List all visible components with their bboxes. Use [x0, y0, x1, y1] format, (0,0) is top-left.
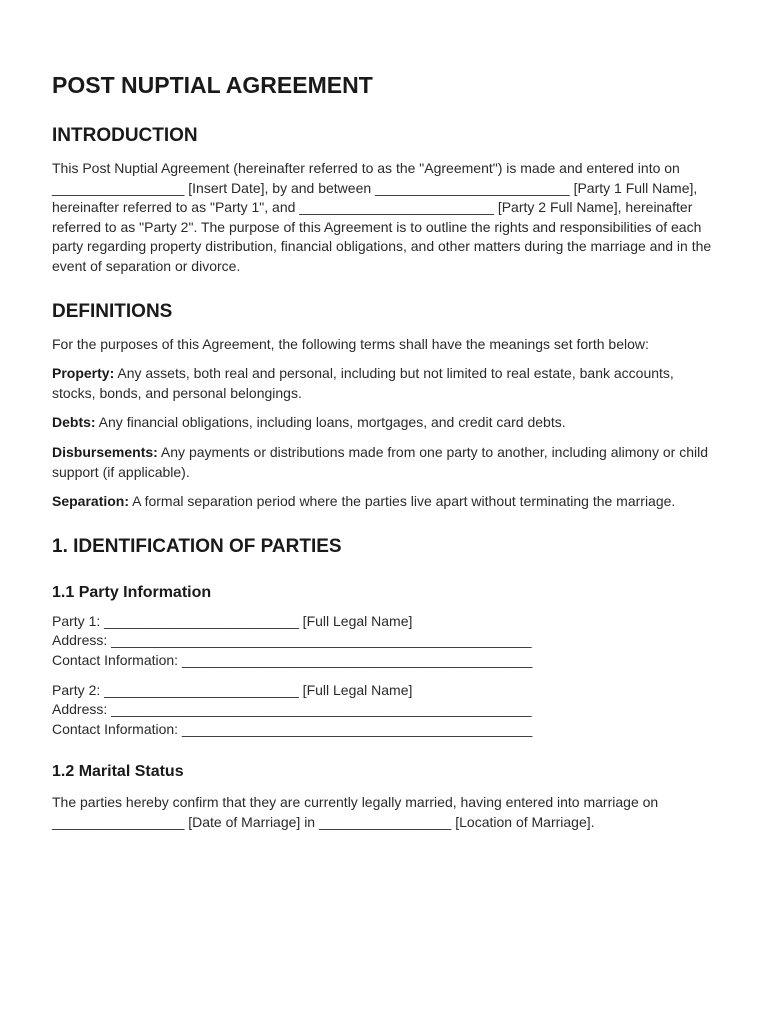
party2-contact-line: Contact Information: _____________________________________________ — [52, 720, 533, 737]
marital-status-heading: 1.2 Marital Status — [52, 763, 184, 781]
definition-text: Any assets, both real and personal, including but not limited to real estate, bank accounts, stocks, bonds, and personal belongings. — [52, 365, 674, 401]
party1-contact-line: Contact Information: _____________________________________________ — [52, 651, 533, 668]
party2-address-line: Address: ______________________________________________________ — [52, 701, 532, 718]
party2-name-line: Party 2: _________________________ [Full Legal Name] — [52, 681, 413, 698]
definition-text: A formal separation period where the parties live apart without terminating the marriage. — [129, 493, 676, 510]
introduction-heading: INTRODUCTION — [52, 125, 198, 146]
definition-term: Debts: — [52, 414, 96, 431]
definition-debts — [52, 413, 718, 433]
definition-text: Any payments or distributions made from one party to another, including alimony or child support (if applicable). — [52, 443, 708, 480]
definition-separation — [52, 492, 718, 512]
party-information-heading: 1.1 Party Information — [52, 583, 212, 601]
section1-heading: 1. IDENTIFICATION OF PARTIES — [52, 535, 342, 557]
definition-term: Property: — [52, 365, 115, 382]
definition-property — [52, 364, 718, 403]
party1-block — [52, 612, 718, 671]
party2-block — [52, 681, 718, 740]
definitions-lead: For the purposes of this Agreement, the following terms shall have the meanings set forth below: — [52, 335, 649, 352]
definitions-heading: DEFINITIONS — [52, 300, 173, 322]
introduction-paragraph: This Post Nuptial Agreement (hereinafter referred to as the "Agreement") is made and entered into on _________________ [Insert Date], by and between _________________________ [Party 1 Full Name], hereinafter referred to as "Party 1", and _________________________ [Party 2 Full Name], hereinafter referred to as "Party 2". The purpose of this Agreement is to outline the rights and responsibilities of each party regarding property distribution, financial obligations, and other matters during the marriage and in the event of separation or divorce. — [52, 160, 712, 274]
document-title: POST NUPTIAL AGREEMENT — [52, 72, 373, 98]
marital-status-paragraph: The parties hereby confirm that they are currently legally married, having entered into marriage on _________________ [Date of Marriage] in _________________ [Location of Marriage]. — [52, 794, 659, 830]
definition-disbursements — [52, 443, 718, 482]
definition-term: Separation: — [52, 493, 130, 510]
definition-term: Disbursements: — [52, 443, 158, 460]
definition-text: Any financial obligations, including loans, mortgages, and credit card debts. — [95, 414, 566, 431]
party1-address-line: Address: ______________________________________________________ — [52, 632, 532, 649]
party1-name-line: Party 1: _________________________ [Full Legal Name] — [52, 612, 413, 629]
